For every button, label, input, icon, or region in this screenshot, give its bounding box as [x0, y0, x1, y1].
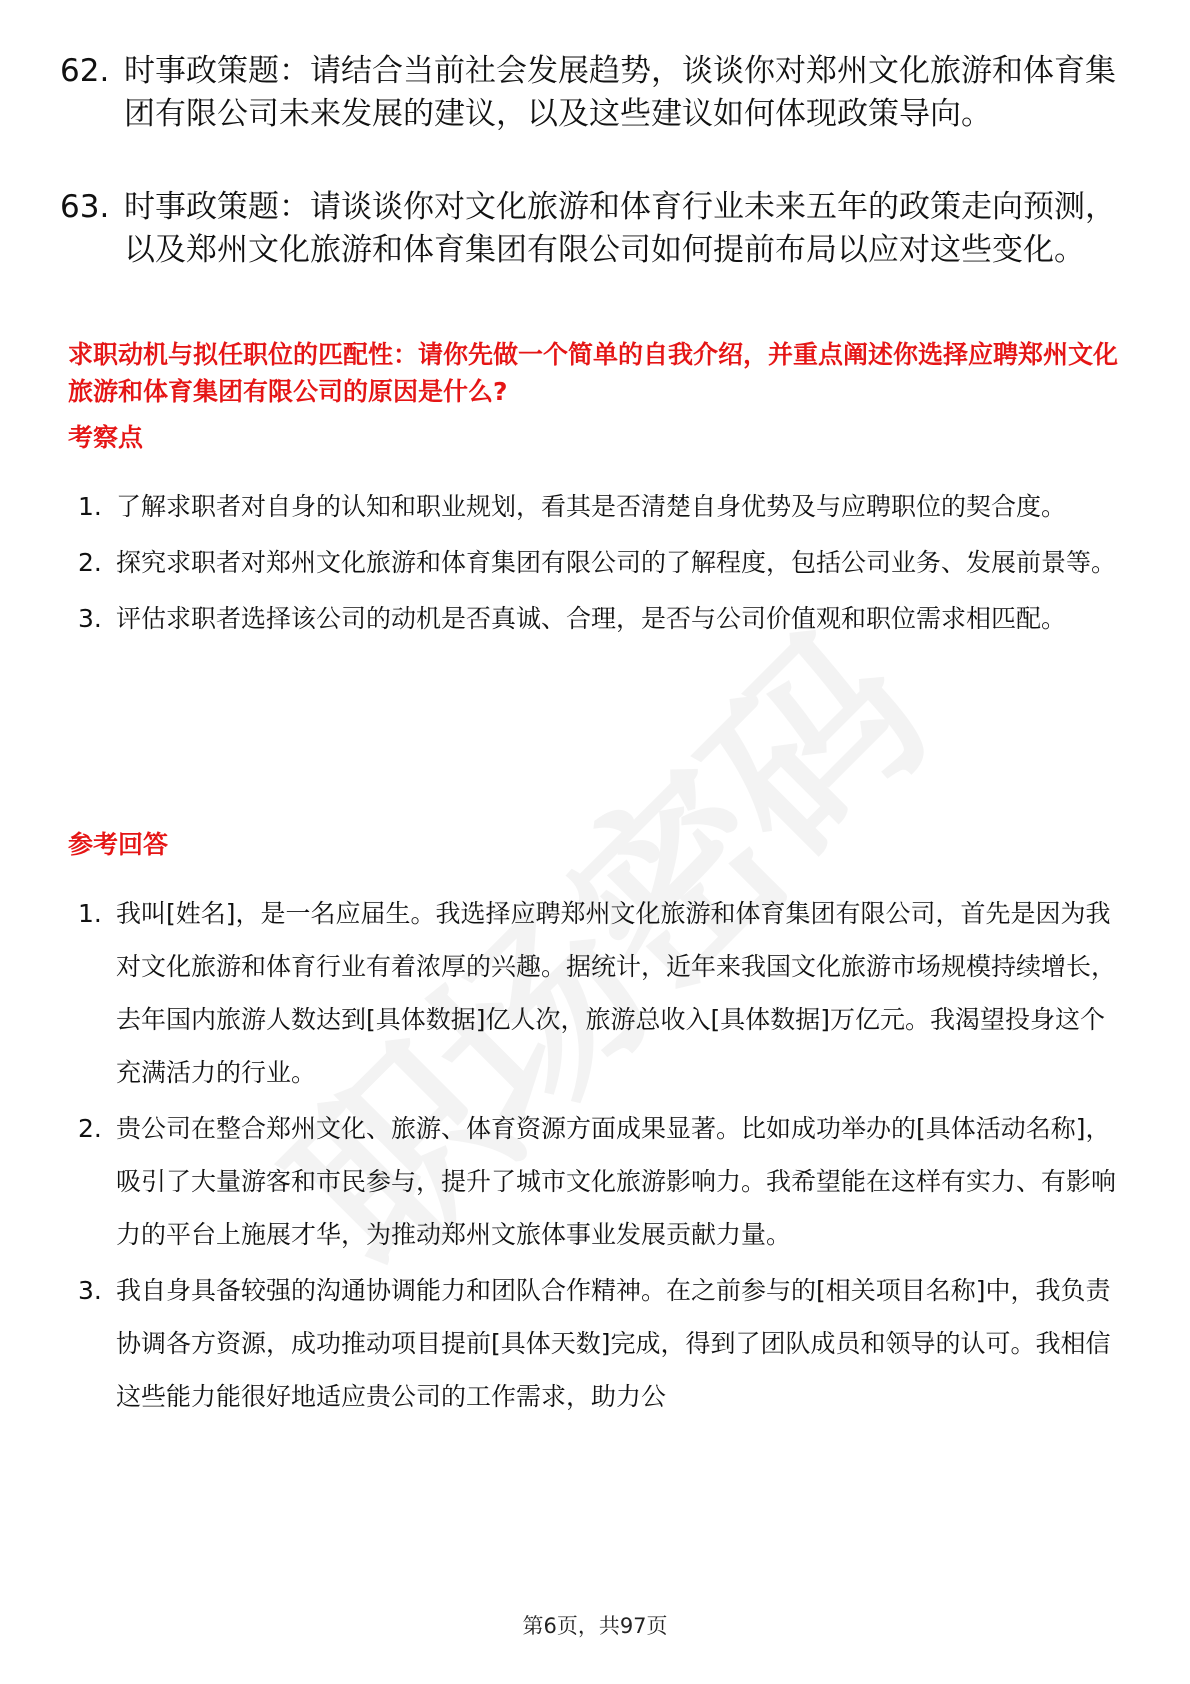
points-list — [78, 480, 1128, 648]
section-title-points: 考察点 — [68, 423, 144, 452]
item-number: 3. — [78, 1276, 102, 1305]
topic-heading: 求职动机与拟任职位的匹配性：请你先做一个简单的自我介绍，并重点阐述你选择应聘郑州文化旅游和体育集团有限公司的原因是什么? — [68, 340, 1119, 406]
list-item — [78, 1102, 1128, 1261]
section-title-answer: 参考回答 — [68, 830, 169, 859]
question-text: 时事政策题：请结合当前社会发展趋势，谈谈你对郑州文化旅游和体育集团有限公司未来发展的建议，以及这些建议如何体现政策导向。 — [124, 53, 1116, 132]
item-number: 2. — [78, 548, 102, 577]
question-63 — [60, 186, 1120, 272]
item-number: 3. — [78, 604, 102, 633]
list-item — [78, 1264, 1128, 1423]
item-text: 贵公司在整合郑州文化、旅游、体育资源方面成果显著。比如成功举办的[具体活动名称]，吸引了大量游客和市民参与，提升了城市文化旅游影响力。我希望能在这样有实力、有影响力的平台上施展才华，为推动郑州文旅体事业发展贡献力量。 — [116, 1114, 1117, 1249]
answers-list — [78, 887, 1128, 1426]
page-footer: 第6页，共97页 — [522, 1614, 668, 1638]
question-number: 62. — [60, 53, 110, 89]
item-number: 1. — [78, 899, 102, 928]
list-item — [78, 887, 1128, 1099]
question-number: 63. — [60, 189, 110, 225]
list-item — [78, 480, 1128, 533]
item-number: 1. — [78, 492, 102, 521]
item-text: 我叫[姓名]，是一名应届生。我选择应聘郑州文化旅游和体育集团有限公司，首先是因为我对文化旅游和体育行业有着浓厚的兴趣。据统计，近年来我国文化旅游市场规模持续增长，去年国内旅游人数达到[具体数据]亿人次，旅游总收入[具体数据]万亿元。我渴望投身这个充满活力的行业。 — [116, 899, 1117, 1087]
item-text: 评估求职者选择该公司的动机是否真诚、合理，是否与公司价值观和职位需求相匹配。 — [116, 604, 1067, 633]
question-text: 时事政策题：请谈谈你对文化旅游和体育行业未来五年的政策走向预测，以及郑州文化旅游和体育集团有限公司如何提前布局以应对这些变化。 — [124, 189, 1116, 268]
item-text: 探究求职者对郑州文化旅游和体育集团有限公司的了解程度，包括公司业务、发展前景等。 — [116, 548, 1117, 577]
item-text: 了解求职者对自身的认知和职业规划，看其是否清楚自身优势及与应聘职位的契合度。 — [116, 492, 1067, 521]
list-item — [78, 536, 1128, 589]
list-item — [78, 592, 1128, 645]
item-number: 2. — [78, 1114, 102, 1143]
question-62 — [60, 50, 1120, 136]
item-text: 我自身具备较强的沟通协调能力和团队合作精神。在之前参与的[相关项目名称]中，我负责协调各方资源，成功推动项目提前[具体天数]完成，得到了团队成员和领导的认可。我相信这些能力能很好地适应贵公司的工作需求，助力公 — [116, 1276, 1111, 1411]
